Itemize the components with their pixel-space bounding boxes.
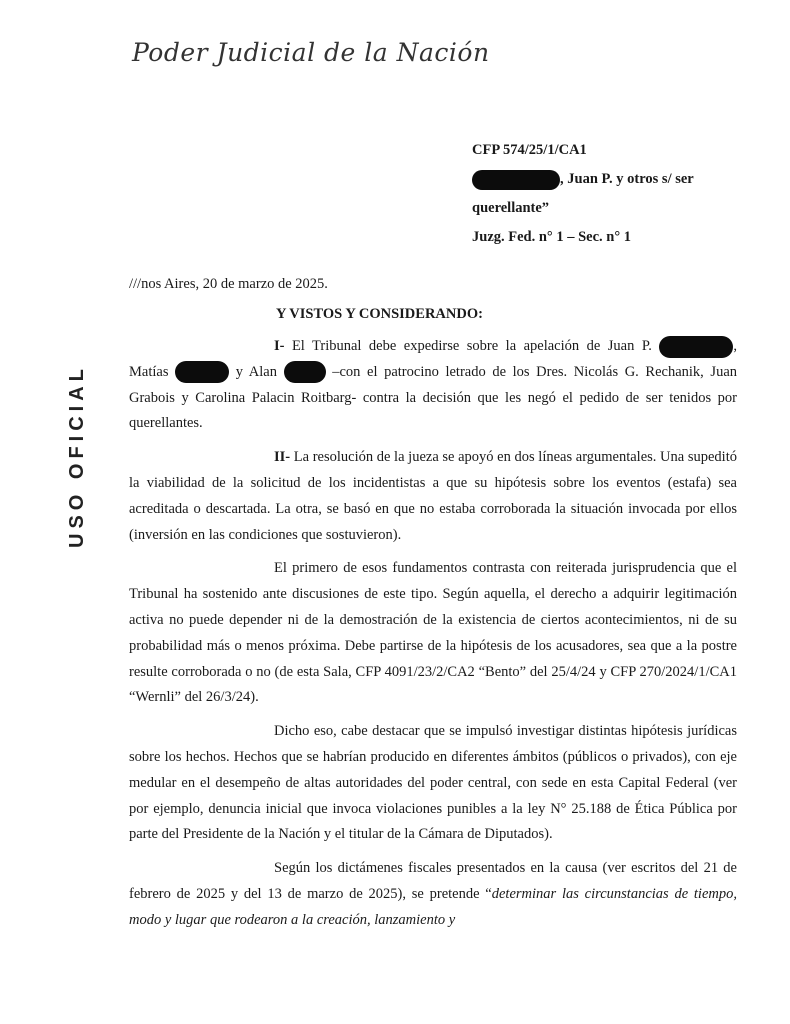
case-caption — [472, 136, 772, 252]
paragraph-3: El primero de esos fundamentos contrasta con reiterada jurisprudencia que el Tribunal ha sostenido ante discusiones de este tipo. Según aquella, el derecho a adquirir legitimación activa no puede depender ni de la demostración de la existencia de ciertos acontecimientos, ni de su probabilidad más o menos próxima. Debe partirse de la hipótesis de los acusadores, sea que a la postre resulte corroborada o no (de esta Sala, CFP 4091/23/2/CA2 “Bento” del 25/4/24 y CFP 270/2024/1/CA1 “Wernli” del 26/3/24). — [129, 560, 737, 706]
paragraph-text: Según los dictámenes fiscales presentados en la causa (ver escritos del 21 de febrero de 2025 y del 13 de marzo de 2025), se pretende “ — [129, 860, 737, 902]
paragraph-text: La resolución de la jueza se apoyó en dos líneas argumentales. Una supeditó la viabilidad de la solicitud de los incidentistas a que su hipótesis sobre los eventos (estafa) sea acreditada o descartada. La otra, se basó en que no estaba corroborada la situación invocada por ellos (inversión en las condiciones que sostuvieron). — [129, 449, 737, 543]
quoted-text: determinar las circunstancias de tiempo, modo y lugar que rodearon a la creación, lanzamiento y — [129, 885, 737, 928]
section-label-i: I- — [274, 338, 285, 354]
paragraph-text: y Alan — [229, 363, 284, 380]
paragraph-text: –con el patrocino letrado de los Dres. Nicolás G. Rechanik, Juan Grabois y Carolina Palacin Roitbarg- contra la decisión que les negó el pedido de ser tenidos por querellantes. — [129, 363, 738, 432]
document-body — [129, 334, 737, 942]
case-number: CFP 574/25/1/CA1 — [472, 142, 587, 158]
redaction-mark — [284, 361, 326, 383]
paragraph-text: El Tribunal debe expedirse sobre la apelación de Juan P. — [284, 338, 660, 354]
redaction-mark — [175, 361, 229, 383]
paragraph-4: Dicho eso, cabe destacar que se impulsó investigar distintas hipótesis jurídicas sobre los hechos. Hechos que se habrían producido en diferentes ámbitos (públicos o privados), con eje medular en el desempeño de altas autoridades del poder central, con sede en esta Capital Federal (ver por ejemplo, denuncia inicial que invoca violaciones punibles a la ley N° 25.188 de Ética Pública por parte del Presidente de la Nación y el titular de la Cámara de Diputados). — [129, 723, 737, 843]
paragraph-5 — [129, 856, 737, 933]
paragraph-1 — [129, 334, 737, 437]
date-line: ///nos Aires, 20 de marzo de 2025. — [129, 276, 328, 292]
case-caption-line-2: querellante” — [472, 200, 550, 216]
paragraph-text: , Matías — [129, 338, 737, 380]
uso-oficial-stamp: USO OFICIAL — [66, 364, 88, 548]
paragraph-2 — [129, 445, 737, 548]
case-caption-line-1 — [472, 165, 772, 194]
redaction-mark — [472, 170, 560, 190]
letterhead-title: Poder Judicial de la Nación — [132, 38, 490, 67]
section-label-ii: II- — [274, 449, 291, 466]
court-reference: Juzg. Fed. n° 1 – Sec. n° 1 — [472, 229, 632, 245]
section-heading: Y VISTOS Y CONSIDERANDO: — [276, 306, 483, 322]
caption-text: , Juan P. y otros s/ ser — [560, 171, 694, 187]
redaction-mark — [659, 336, 733, 358]
